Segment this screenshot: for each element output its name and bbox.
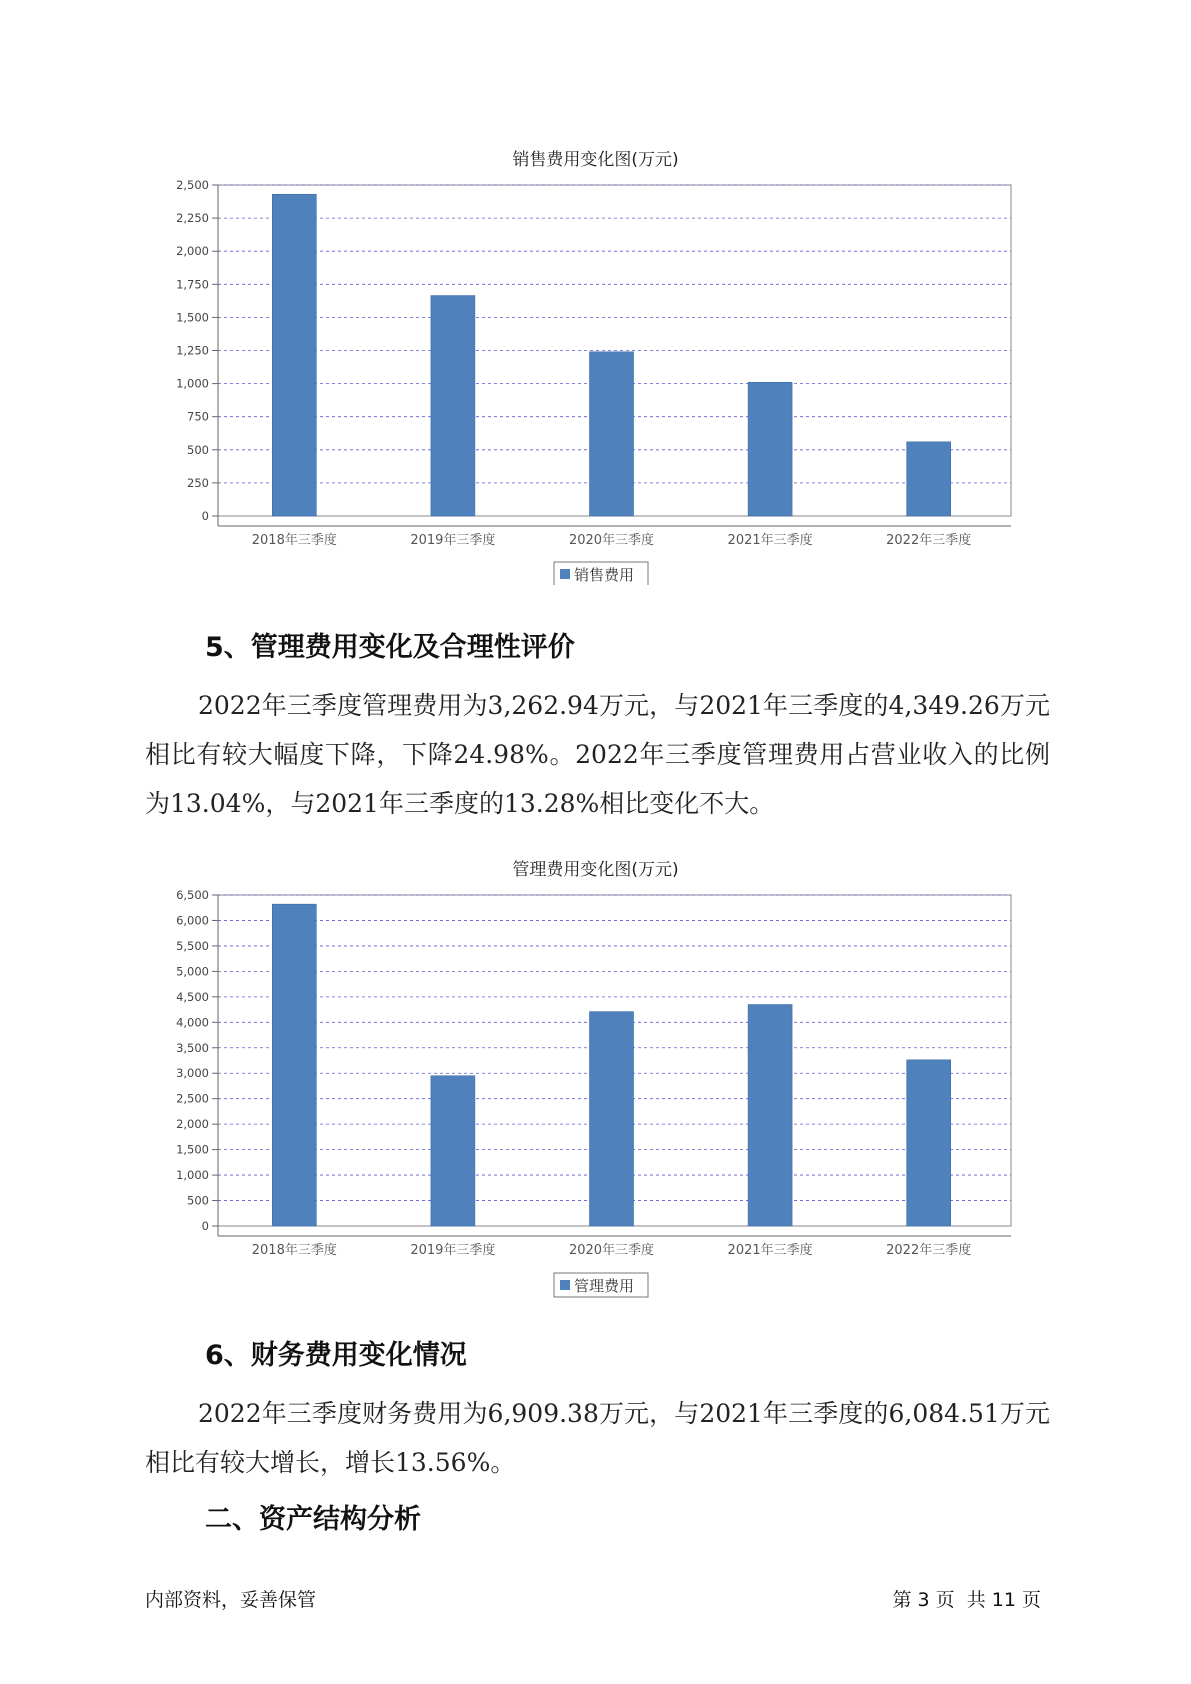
- y-tick-label: 2,500: [176, 1091, 209, 1106]
- y-tick-label: 2,250: [176, 211, 209, 226]
- y-tick-label: 6,500: [176, 888, 209, 902]
- chart-title-admin: 管理费用变化图(万元): [512, 860, 679, 880]
- x-tick-label: 2022年三季度: [886, 533, 972, 548]
- bar: [431, 296, 475, 516]
- y-tick-label: 2,000: [176, 1117, 209, 1132]
- section-6-heading: 6、财务费用变化情况: [205, 1340, 467, 1371]
- y-tick-label: 1,000: [176, 376, 209, 391]
- y-tick-label: 5,500: [176, 938, 209, 953]
- sales-expense-chart: [0, 165, 1191, 585]
- x-tick-label: 2021年三季度: [727, 1243, 813, 1258]
- y-tick-label: 0: [201, 509, 209, 523]
- bar: [590, 352, 634, 516]
- y-tick-label: 2,500: [176, 178, 209, 192]
- y-tick-label: 2,000: [176, 244, 209, 259]
- y-tick-label: 4,500: [176, 989, 209, 1004]
- x-tick-label: 2018年三季度: [251, 533, 337, 548]
- bar: [590, 1012, 634, 1226]
- y-tick-label: 250: [187, 475, 209, 490]
- bar: [272, 904, 316, 1226]
- y-tick-label: 4,000: [176, 1015, 209, 1030]
- section-5-paragraph: 2022年三季度管理费用为3,262.94万元，与2021年三季度的4,349.26万元相比有较大幅度下降，下降24.98%。2022年三季度管理费用占营业收入的比例为13.04%，与2021年三季度的13.28%相比变化不大。: [145, 691, 1050, 818]
- y-tick-label: 5,000: [176, 964, 209, 979]
- legend-label: 销售费用: [574, 566, 635, 584]
- footer-page-number: 第 3 页 共 11 页: [892, 1589, 1041, 1611]
- bar: [748, 382, 792, 516]
- y-tick-label: 0: [201, 1219, 209, 1233]
- y-tick-label: 500: [187, 442, 209, 457]
- legend-swatch: [560, 1280, 570, 1290]
- y-tick-label: 1,250: [176, 343, 209, 358]
- y-tick-label: 1,750: [176, 277, 209, 292]
- x-tick-label: 2021年三季度: [727, 533, 813, 548]
- bar: [907, 442, 951, 516]
- bar: [431, 1076, 475, 1226]
- y-tick-label: 750: [187, 409, 209, 424]
- footer-confidential: 内部资料，妥善保管: [145, 1589, 317, 1611]
- x-tick-label: 2018年三季度: [251, 1243, 337, 1258]
- section-6-paragraph: 2022年三季度财务费用为6,909.38万元，与2021年三季度的6,084.51万元相比有较大增长，增长13.56%。: [145, 1399, 1050, 1477]
- y-tick-label: 500: [187, 1193, 209, 1208]
- bar: [272, 194, 316, 516]
- admin-expense-chart: [0, 880, 1191, 1320]
- y-tick-label: 3,500: [176, 1040, 209, 1055]
- section-5-heading: 5、管理费用变化及合理性评价: [205, 632, 575, 663]
- legend-swatch: [560, 569, 570, 579]
- y-tick-label: 1,000: [176, 1168, 209, 1183]
- y-tick-label: 3,000: [176, 1066, 209, 1081]
- bar: [748, 1005, 792, 1226]
- section-two-heading: 二、资产结构分析: [205, 1504, 421, 1535]
- y-tick-label: 1,500: [176, 1142, 209, 1157]
- x-tick-label: 2020年三季度: [568, 1243, 655, 1258]
- y-tick-label: 6,000: [176, 913, 209, 928]
- legend-label: 管理费用: [574, 1277, 635, 1295]
- bar: [907, 1060, 951, 1226]
- chart-title-sales: 销售费用变化图(万元): [512, 150, 679, 170]
- x-tick-label: 2019年三季度: [410, 1243, 496, 1258]
- y-tick-label: 1,500: [176, 310, 209, 325]
- x-tick-label: 2019年三季度: [410, 533, 496, 548]
- x-tick-label: 2020年三季度: [568, 533, 655, 548]
- x-tick-label: 2022年三季度: [886, 1243, 972, 1258]
